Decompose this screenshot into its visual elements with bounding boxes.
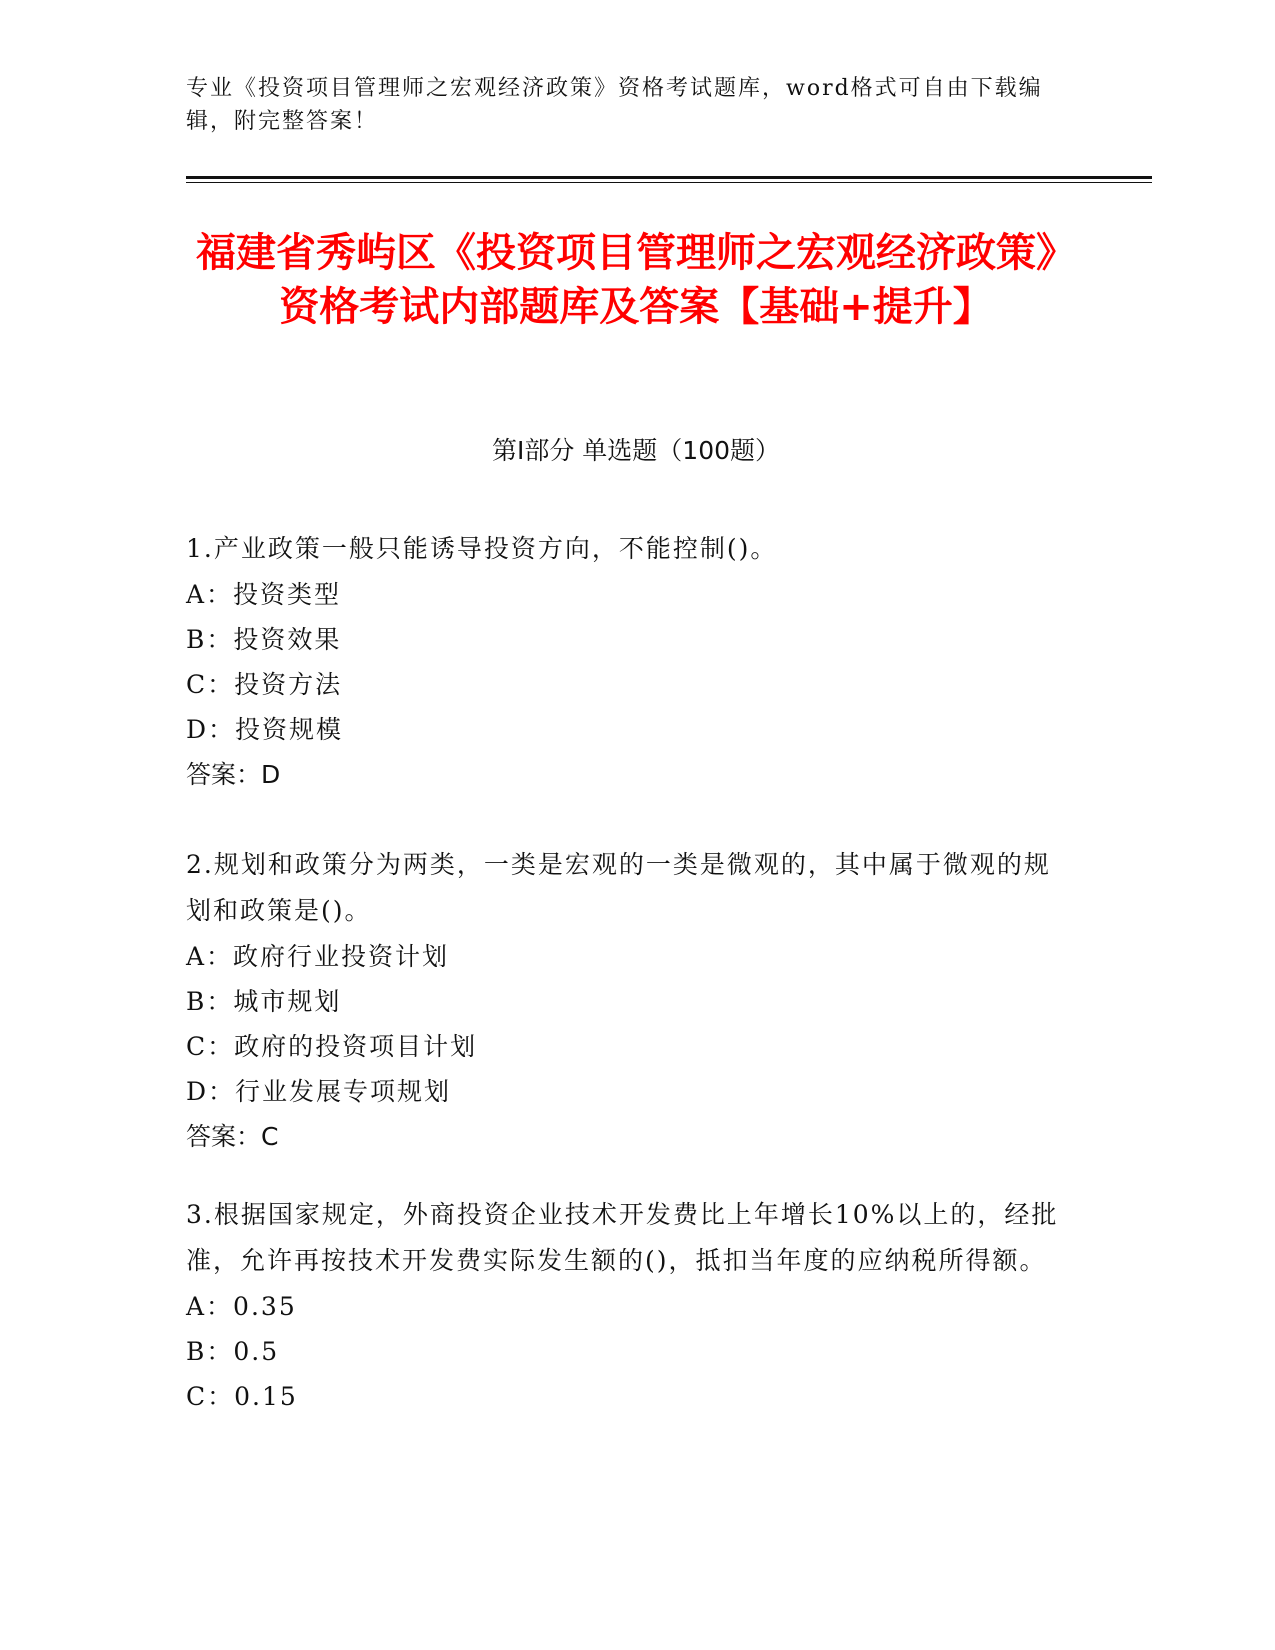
header-divider-thin [186, 182, 1152, 183]
answer: 答案：C [186, 1122, 279, 1151]
section-title: 第Ⅰ部分 单选题（100题） [491, 436, 781, 465]
option-d: D：行业发展专项规划 [186, 1077, 452, 1106]
option-c: C：投资方法 [186, 670, 343, 699]
document-title: 福建省秀屿区《投资项目管理师之宏观经济政策》资格考试内部题库及答案【基础+提升】 [196, 230, 1076, 330]
question-stem: 3.根据国家规定，外商投资企业技术开发费比上年增长10%以上的，经批准，允许再按技术开发费实际发生额的()，抵扣当年度的应纳税所得额。 [186, 1200, 1059, 1275]
option-a: A：0.35 [186, 1292, 297, 1321]
answer: 答案：D [186, 760, 281, 789]
option-a: A：投资类型 [186, 580, 342, 609]
option-b: B：投资效果 [186, 625, 342, 654]
question-stem: 1.产业政策一般只能诱导投资方向，不能控制()。 [186, 534, 778, 563]
option-b: B：城市规划 [186, 987, 342, 1016]
option-d: D：投资规模 [186, 715, 344, 744]
question-2 [186, 842, 1076, 1159]
header-divider [186, 176, 1152, 179]
option-b: B：0.5 [186, 1337, 280, 1366]
option-c: C：政府的投资项目计划 [186, 1032, 478, 1061]
header-note: 专业《投资项目管理师之宏观经济政策》资格考试题库，word格式可自由下载编辑，附完整答案！ [186, 76, 1043, 134]
option-c: C：0.15 [186, 1382, 298, 1411]
option-a: A：政府行业投资计划 [186, 942, 450, 971]
question-3 [186, 1192, 1076, 1419]
question-stem: 2.规划和政策分为两类，一类是宏观的一类是微观的，其中属于微观的规划和政策是()。 [186, 850, 1051, 925]
question-1 [186, 526, 1076, 797]
